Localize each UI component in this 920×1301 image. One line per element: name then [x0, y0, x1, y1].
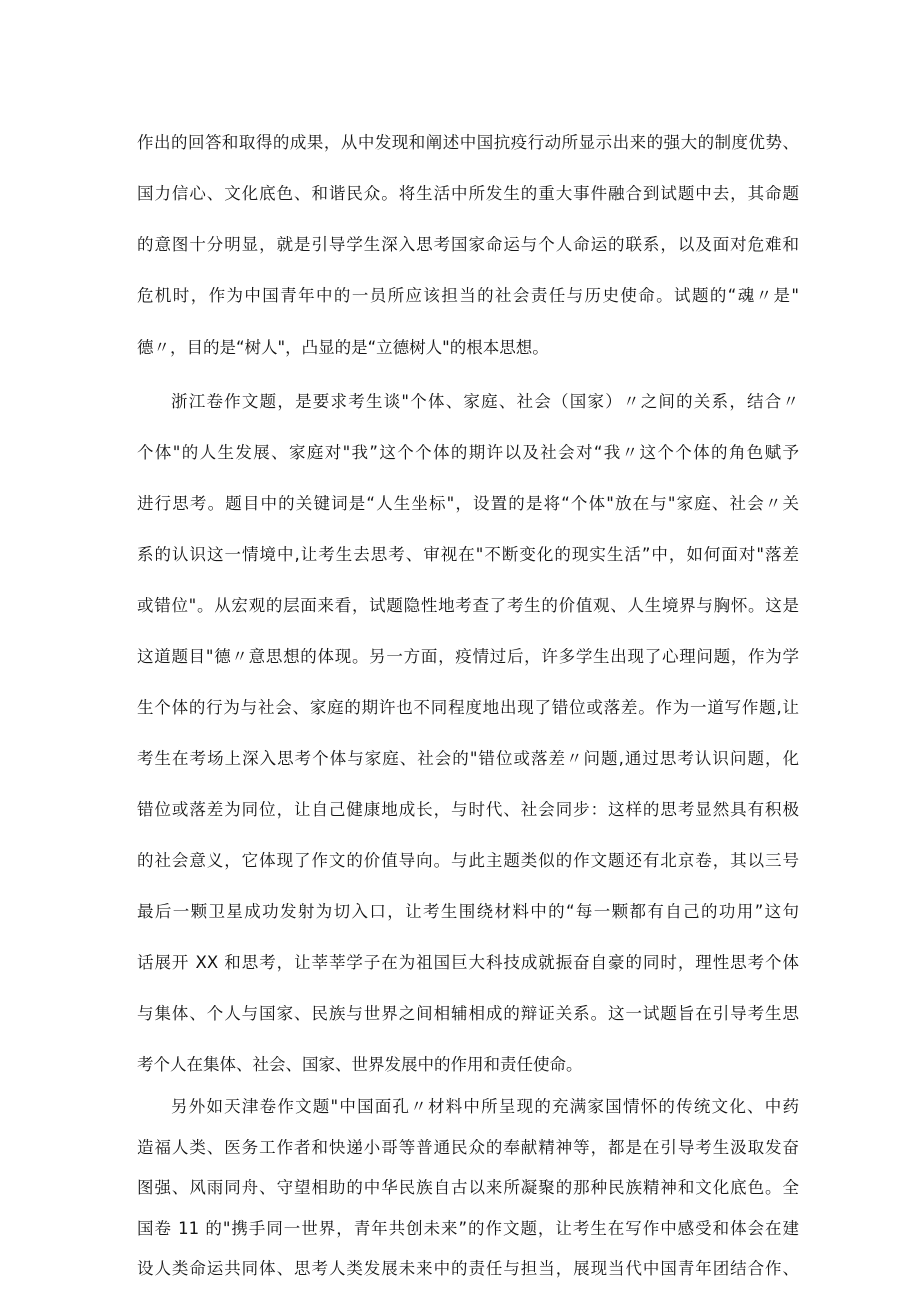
- text-line: 个体"的人生发展、家庭对"我”这个个体的期许以及社会对“我〃这个个体的角色赋予: [137, 443, 799, 462]
- text-line: 造福人类、医务工作者和快递小哥等普通民众的奉献精神等，都是在引导考生汲取发奋: [137, 1138, 799, 1157]
- text-line: 生个体的行为与社会、家庭的期许也不同程度地出现了错位或落差。作为一道写作题,让: [137, 698, 799, 717]
- text-line: 设人类命运共同体、思考人类发展未来中的责任与担当，展现当代中国青年团结合作、: [137, 1259, 799, 1278]
- text-line: 另外如天津卷作文题"中国面孔〃材料中所呈现的充满家国情怀的传统文化、中药: [171, 1097, 799, 1116]
- text-line: 考生在考场上深入思考个体与家庭、社会的"错位或落差〃问题,通过思考认识问题，化: [137, 749, 799, 768]
- text-line: 话展开 XX 和思考，让莘莘学子在为祖国巨大科技成就振奋自豪的同时，理性思考个体: [137, 953, 799, 972]
- text-line: 国卷 11 的"携手同一世界，青年共创未来”的作文题，让考生在写作中感受和体会在建: [137, 1219, 799, 1238]
- text-line: 浙江卷作文题，是要求考生谈"个体、家庭、社会（国家）〃之间的关系，结合〃: [171, 392, 799, 411]
- text-line: 危机时，作为中国青年中的一员所应该担当的社会责任与历史使命。试题的“魂〃是": [137, 286, 799, 305]
- text-line: 系的认识这一情境中,让考生去思考、审视在"不断变化的现实生活”中，如何面对"落差: [137, 545, 799, 564]
- text-line: 的意图十分明显，就是引导学生深入思考国家命运与个人命运的联系，以及面对危难和: [137, 235, 799, 254]
- text-line: 与集体、个人与国家、民族与世界之间相辅相成的辩证关系。这一试题旨在引导考生思: [137, 1004, 799, 1023]
- text-line: 进行思考。题目中的关键词是“人生坐标"，设置的是将“个体"放在与"家庭、社会〃关: [137, 494, 799, 513]
- text-line: 作出的回答和取得的成果，从中发现和阐述中国抗疫行动所显示出来的强大的制度优势、: [137, 133, 799, 152]
- text-line: 的社会意义，它体现了作文的价值导向。与此主题类似的作文题还有北京卷，其以三号: [137, 851, 799, 870]
- text-line: 图强、风雨同舟、守望相助的中华民族自古以来所凝聚的那种民族精神和文化底色。全: [137, 1178, 799, 1197]
- text-line: 国力信心、文化底色、和谐民众。将生活中所发生的重大事件融合到试题中去，其命题: [137, 184, 799, 203]
- text-line: 这道题目"德〃意思想的体现。另一方面，疫情过后，许多学生出现了心理问题，作为学: [137, 647, 799, 666]
- text-line: 德〃，目的是“树人"，凸显的是“立德树人"的根本思想。: [137, 338, 549, 357]
- text-line: 错位或落差为同位，让自己健康地成长，与时代、社会同步：这样的思考显然具有积极: [137, 800, 799, 819]
- text-line: 或错位"。从宏观的层面来看，试题隐性地考查了考生的价值观、人生境界与胸怀。这是: [137, 596, 799, 615]
- text-line: 考个人在集体、社会、国家、世界发展中的作用和责任使命。: [137, 1055, 583, 1074]
- text-line: 最后一颗卫星成功发射为切入口，让考生围绕材料中的“每一颗都有自己的功用”这句: [137, 902, 799, 921]
